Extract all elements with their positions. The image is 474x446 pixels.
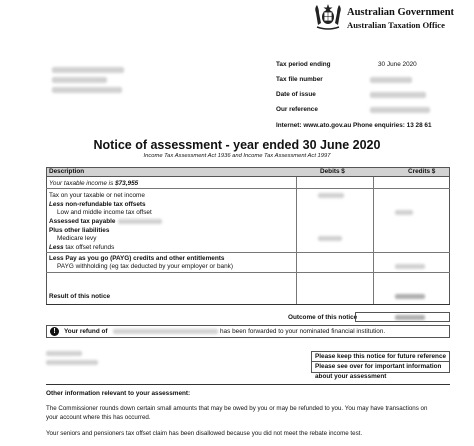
taxable-income-value: $73,955	[115, 180, 139, 187]
col-debits: Debits $	[320, 168, 345, 175]
rounding-paragraph-line1: The Commissioner rounds down certain small amounts that may be owed by you or may be refunded to you. You may have transactions on	[46, 405, 428, 412]
taxable-income-label: Your taxable income is	[49, 180, 116, 187]
exclamation-circle-icon: !	[50, 327, 59, 336]
less-keyword: Less	[49, 201, 64, 208]
table-header-row	[46, 167, 450, 177]
agency-name-line2: Australian Taxation Office	[347, 20, 445, 30]
table-bottom-border	[46, 304, 450, 305]
less-nonrefundable-heading	[49, 201, 146, 208]
less-tax-offset-refunds-rest: tax offset refunds	[63, 244, 115, 251]
payg-amount-redacted	[395, 264, 425, 269]
agency-name-line1: Australian Government	[347, 7, 455, 18]
table-row-divider	[46, 272, 450, 273]
officer-title-redacted	[46, 360, 98, 365]
col-credits: Credits $	[408, 168, 436, 175]
reference-label: Our reference	[276, 106, 318, 113]
tfn-label: Tax file number	[276, 76, 323, 83]
date-of-issue-redacted	[370, 92, 426, 98]
payg-heading: Less Pay as you go (PAYG) credits and other entitlements	[49, 255, 225, 262]
tfn-value-redacted	[370, 77, 412, 83]
lmito-row: Low and middle income tax offset	[57, 209, 152, 216]
rounding-paragraph-line2: your account where this has occurred.	[46, 414, 151, 421]
plus-other-liabilities: Plus other liabilities	[49, 227, 110, 234]
less-tax-offset-refunds	[49, 244, 114, 251]
keep-notice-box: Please keep this notice for future reference	[311, 351, 450, 362]
table-border-left	[46, 177, 47, 305]
officer-name-redacted	[46, 351, 82, 356]
tax-on-income-amount-redacted	[318, 193, 344, 198]
medicare-amount-redacted	[318, 236, 342, 241]
notice-subtitle: Income Tax Assessment Act 1936 and Income Tax Assessment Act 1997	[143, 153, 331, 159]
table-border-right	[449, 177, 450, 305]
assessed-tax-row: Assessed tax payable	[49, 218, 116, 225]
seniors-offset-paragraph: Your seniors and pensioners tax offset claim has been disallowed because you did not meet the rebate income test.	[46, 430, 363, 437]
date-of-issue-label: Date of issue	[276, 91, 316, 98]
taxable-income-row	[49, 180, 138, 187]
less-keyword-2: Less	[49, 244, 64, 251]
assessed-tax-amount-redacted	[118, 219, 162, 224]
other-info-heading: Other information relevant to your assessment:	[46, 390, 191, 397]
refund-prefix: Your refund of	[64, 328, 108, 335]
coat-of-arms-icon	[313, 3, 343, 31]
outcome-label: Outcome of this notice	[288, 314, 358, 321]
tax-period-label: Tax period ending	[276, 61, 331, 68]
col-divider-1	[296, 177, 297, 305]
recipient-address-line2-redacted	[52, 87, 122, 93]
col-description: Description	[49, 168, 85, 175]
section-divider	[46, 384, 450, 385]
see-over-box: Please see over for important information about your assessment	[311, 362, 450, 373]
reference-value-redacted	[370, 107, 430, 113]
medicare-levy-row: Medicare levy	[57, 235, 97, 242]
col-divider-2	[373, 177, 374, 305]
less-nonrefundable-rest: non-refundable tax offsets	[63, 201, 146, 208]
recipient-name-redacted	[52, 67, 124, 73]
payg-withholding-row: PAYG withholding (eg tax deducted by your employer or bank)	[57, 263, 233, 270]
contact-line: Internet: www.ato.gov.au Phone enquiries: 13 28 61	[276, 122, 432, 129]
outcome-amount-redacted	[395, 315, 425, 320]
notice-title: Notice of assessment - year ended 30 June 2020	[93, 138, 381, 152]
result-of-notice: Result of this notice	[49, 293, 111, 300]
recipient-address-line1-redacted	[52, 77, 107, 83]
tax-period-value: 30 June 2020	[378, 61, 417, 68]
refund-amount-account-redacted	[113, 329, 218, 334]
table-row-divider	[46, 252, 450, 253]
lmito-amount-redacted	[395, 210, 413, 215]
tax-on-income: Tax on your taxable or net income	[49, 192, 145, 199]
result-amount-redacted	[395, 294, 425, 299]
refund-suffix: has been forwarded to your nominated financial institution.	[220, 328, 386, 335]
